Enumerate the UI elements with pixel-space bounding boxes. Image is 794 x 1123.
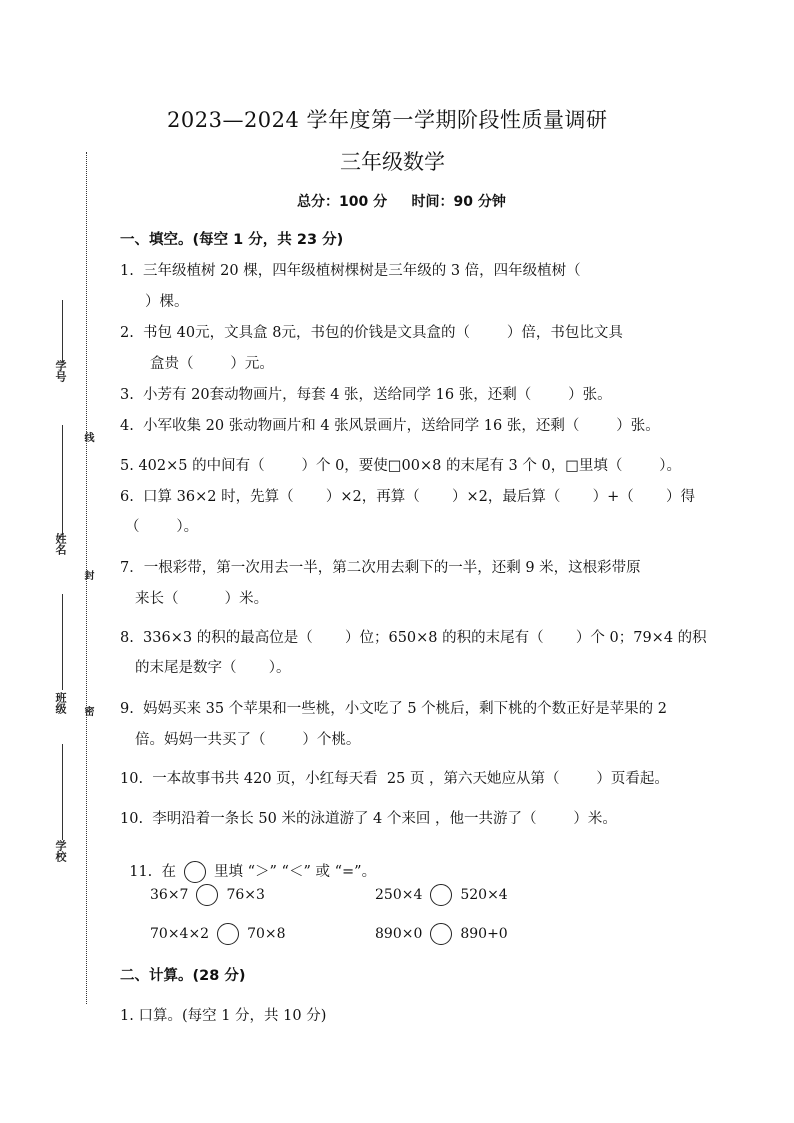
answer-circle-icon[interactable]: [430, 884, 452, 906]
compare-left: 36×7: [150, 887, 189, 903]
compare-left: 70×4×2: [150, 926, 210, 942]
answer-circle-icon[interactable]: [196, 884, 218, 906]
q1-line1: 1. 三年级植树 20 棵，四年级植树棵树是三年级的 3 倍，四年级植树（: [120, 263, 581, 279]
student-id-underline: [62, 300, 63, 362]
school-label: 学校: [54, 840, 67, 862]
q7-line1: 7．一根彩带，第一次用去一半，第二次用去剩下的一半，还剩 9 米，这根彩带原: [120, 560, 641, 576]
answer-circle-icon[interactable]: [430, 923, 452, 945]
binding-mark-seal: 封: [82, 570, 93, 580]
compare-right: 520×4: [460, 887, 508, 903]
q8-line1: 8. 336×3 的积的最高位是（ ）位；650×8 的积的末尾有（ ）个 0；79×4 的积: [120, 630, 707, 646]
q7-line2: 来长（ ）米。: [135, 591, 269, 607]
compare-left: 250×4: [375, 887, 423, 903]
compare-right: 76×3: [226, 887, 265, 903]
exam-meta: 总分：100 分 时间：90 分钟: [297, 194, 506, 210]
section2-heading: 二、计算。(28 分): [120, 968, 246, 984]
q10a: 10. 一本故事书共 420 页，小红每天看 25 页 ，第六天她应从第（ ）页看起。: [120, 771, 669, 787]
binding-mark-secret: 密: [82, 706, 93, 716]
section2-sub1: 1. 口算。(每空 1 分，共 10 分): [120, 1008, 327, 1024]
q9-line2: 倍。妈妈一共买了（ ）个桃。: [135, 732, 361, 748]
q2-line1: 2. 书包 40元，文具盒 8元，书包的价钱是文具盒的（ ）倍，书包比文具: [120, 325, 623, 341]
q8-line2: 的末尾是数字（ ）。: [135, 660, 291, 676]
name-label: 姓名: [54, 533, 67, 555]
compare-item-1: [150, 884, 265, 906]
school-underline: [62, 744, 63, 840]
q9-line1: 9. 妈妈买来 35 个苹果和一些桃，小文吃了 5 个桃后，剩下桃的个数正好是苹果的 2: [120, 701, 667, 717]
q4: 4. 小军收集 20 张动物画片和 4 张风景画片，送给同学 16 张，还剩（ ）张。: [120, 418, 660, 434]
q6-line1: 6. 口算 36×2 时，先算（ ）×2，再算（ ）×2，最后算（ ）+（ ）得: [120, 489, 696, 505]
q10b: 10. 李明沿着一条长 50 米的泳道游了 4 个来回 ，他一共游了（ ）米。: [120, 811, 617, 827]
compare-item-4: [375, 923, 508, 945]
section1-heading: 一、填空。(每空 1 分，共 23 分): [120, 232, 344, 248]
compare-item-2: [375, 884, 508, 906]
q11-before: 11. 在: [129, 864, 176, 880]
compare-right: 890+0: [460, 926, 508, 942]
compare-right: 70×8: [247, 926, 286, 942]
answer-circle-icon[interactable]: [217, 923, 239, 945]
compare-circle-icon: [184, 861, 206, 883]
q6-line2: （ ）。: [125, 519, 199, 535]
compare-item-3: [150, 923, 286, 945]
name-underline: [62, 425, 63, 535]
exam-subject: 三年级数学: [340, 150, 445, 174]
q11-after: 里填 “＞” “＜” 或 “=”。: [214, 864, 377, 880]
class-underline: [62, 594, 63, 690]
binding-mark-line: 线: [82, 432, 93, 442]
q11-prompt: [120, 844, 376, 883]
student-id-label: 学号: [54, 360, 67, 382]
q3: 3. 小芳有 20套动物画片，每套 4 张，送给同学 16 张，还剩（ ）张。: [120, 387, 612, 403]
class-label: 班级: [54, 692, 67, 714]
compare-left: 890×0: [375, 926, 423, 942]
q1-line2: ）棵。: [145, 294, 189, 310]
q2-line2: 盒贵（ ）元。: [150, 356, 274, 372]
exam-title: 2023—2024 学年度第一学期阶段性质量调研: [167, 108, 608, 132]
q5: 5. 402×5 的中间有（ ）个 0，要使□00×8 的末尾有 3 个 0，□里填（ ）。: [120, 458, 682, 474]
